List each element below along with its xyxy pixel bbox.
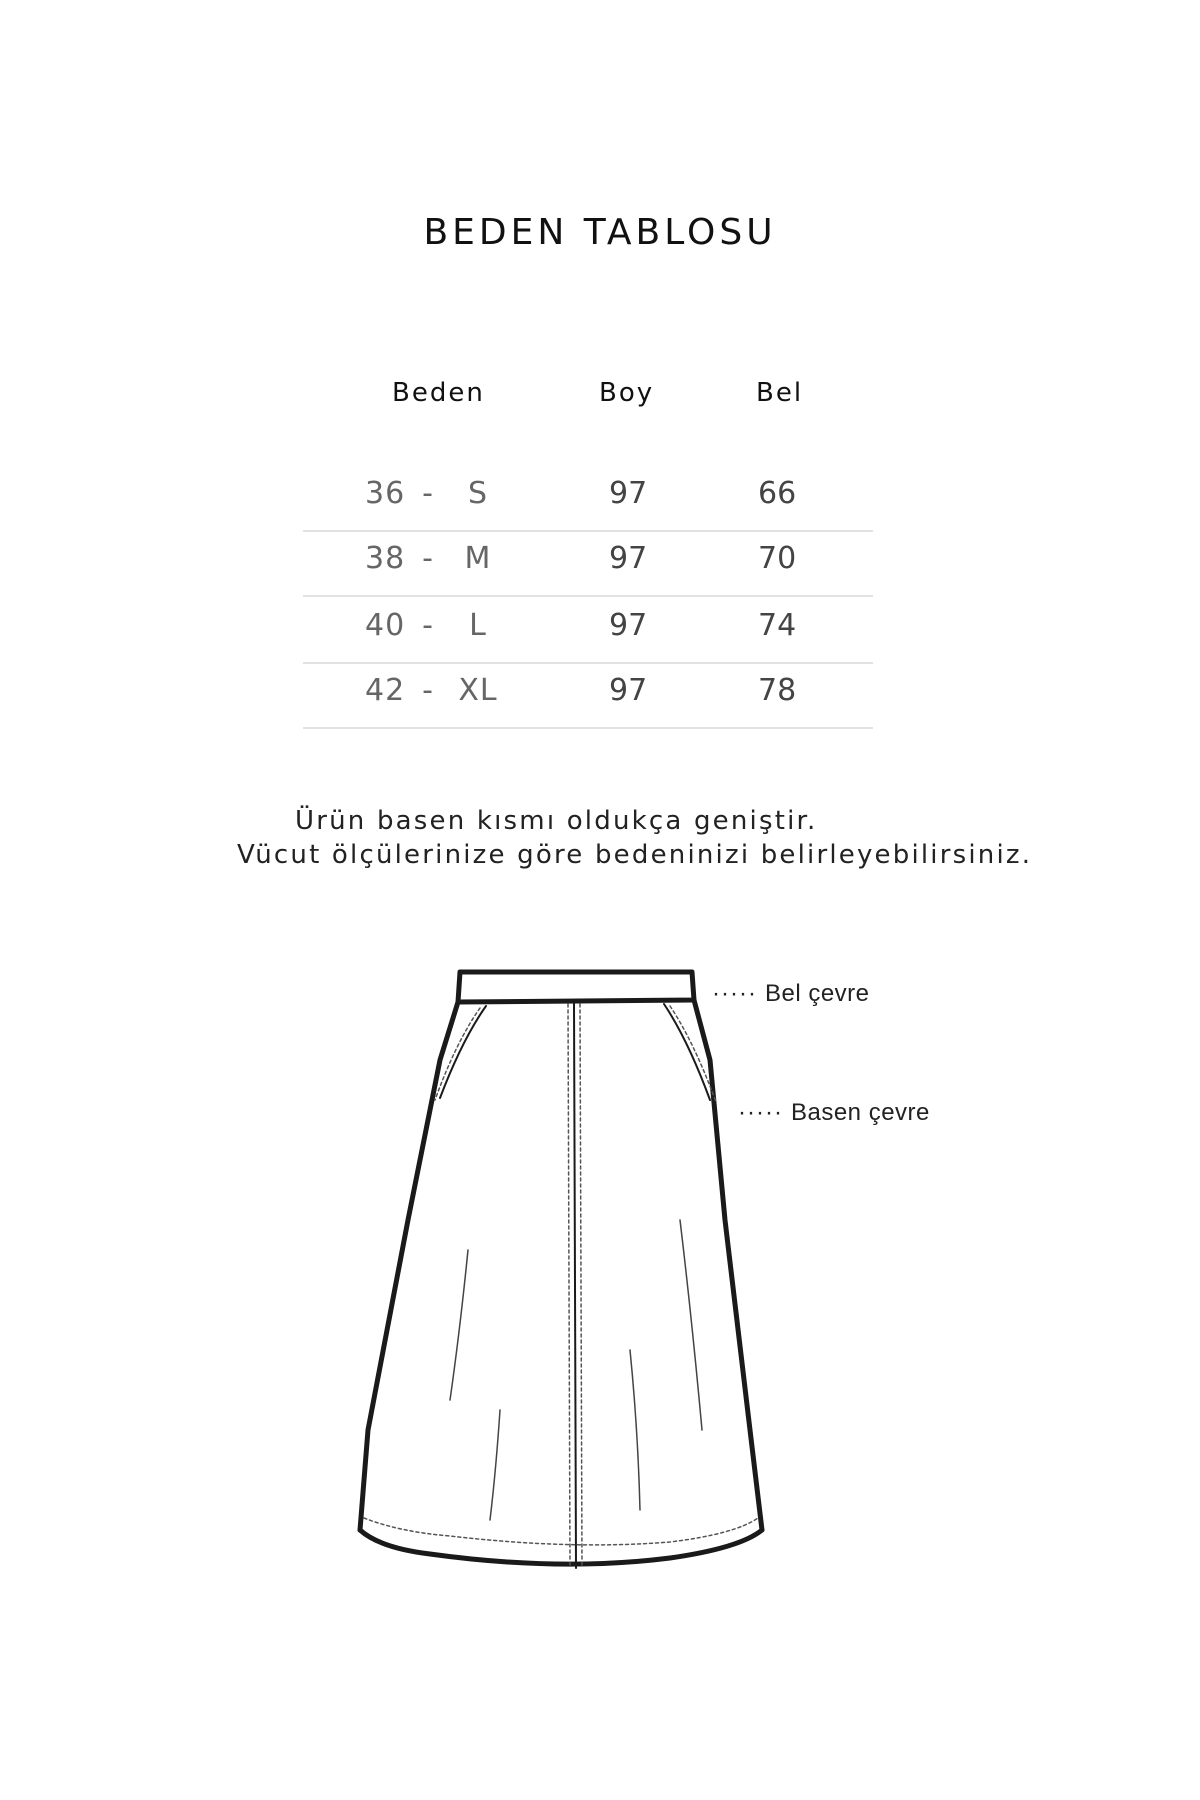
waist-cell: 70 bbox=[758, 541, 797, 576]
center-stitch-left bbox=[568, 1004, 570, 1566]
right-side-seam bbox=[694, 1000, 762, 1530]
hip-label-text: Basen çevre bbox=[790, 1099, 930, 1126]
center-seam bbox=[574, 1002, 576, 1568]
table-row bbox=[303, 531, 873, 597]
fold-line bbox=[630, 1350, 640, 1510]
leader-dots: ····· bbox=[712, 980, 757, 1007]
size-number: 36 bbox=[365, 476, 406, 511]
size-cell bbox=[365, 673, 513, 708]
size-number: 42 bbox=[365, 673, 406, 708]
leader-dots: ····· bbox=[738, 1099, 783, 1126]
note-line-2: Vücut ölçülerinize göre bedeninizi belirleyebilirsiniz. bbox=[237, 840, 1033, 870]
waist-measure-label bbox=[712, 980, 870, 1008]
column-header-size: Beden bbox=[392, 378, 485, 408]
size-cell bbox=[365, 608, 513, 643]
column-header-length: Boy bbox=[599, 378, 655, 408]
center-stitch-right bbox=[580, 1004, 582, 1566]
size-dash: - bbox=[422, 608, 434, 643]
size-number: 40 bbox=[365, 608, 406, 643]
waist-cell: 66 bbox=[758, 476, 797, 511]
size-dash: - bbox=[422, 476, 434, 511]
column-header-waist: Bel bbox=[756, 378, 804, 408]
size-number: 38 bbox=[365, 541, 406, 576]
note-line-1: Ürün basen kısmı oldukça geniştir. bbox=[295, 806, 818, 836]
fold-line bbox=[450, 1250, 468, 1400]
size-letter: S bbox=[467, 476, 489, 511]
left-side-seam bbox=[360, 1002, 458, 1530]
skirt-diagram bbox=[340, 950, 810, 1590]
waistband-outline bbox=[458, 972, 694, 1002]
length-cell: 97 bbox=[609, 541, 648, 576]
hip-measure-label bbox=[738, 1099, 930, 1127]
size-letter: M bbox=[464, 541, 492, 576]
table-row bbox=[303, 598, 873, 664]
size-cell bbox=[365, 541, 513, 576]
size-letter: L bbox=[469, 608, 487, 643]
table-row bbox=[303, 663, 873, 729]
length-cell: 97 bbox=[609, 476, 648, 511]
table-row bbox=[303, 466, 873, 532]
length-cell: 97 bbox=[609, 608, 648, 643]
length-cell: 97 bbox=[609, 673, 648, 708]
size-cell bbox=[365, 476, 513, 511]
right-pocket bbox=[664, 1004, 710, 1100]
size-letter: XL bbox=[458, 673, 498, 708]
waist-cell: 74 bbox=[758, 608, 797, 643]
fold-line bbox=[680, 1220, 702, 1430]
page-title: BEDEN TABLOSU bbox=[423, 212, 777, 253]
waist-cell: 78 bbox=[758, 673, 797, 708]
left-pocket bbox=[440, 1006, 486, 1098]
fold-line bbox=[490, 1410, 500, 1520]
size-dash: - bbox=[422, 541, 434, 576]
hem-outline bbox=[360, 1530, 762, 1564]
hem-stitch bbox=[364, 1518, 758, 1545]
size-dash: - bbox=[422, 673, 434, 708]
waist-label-text: Bel çevre bbox=[764, 980, 870, 1007]
